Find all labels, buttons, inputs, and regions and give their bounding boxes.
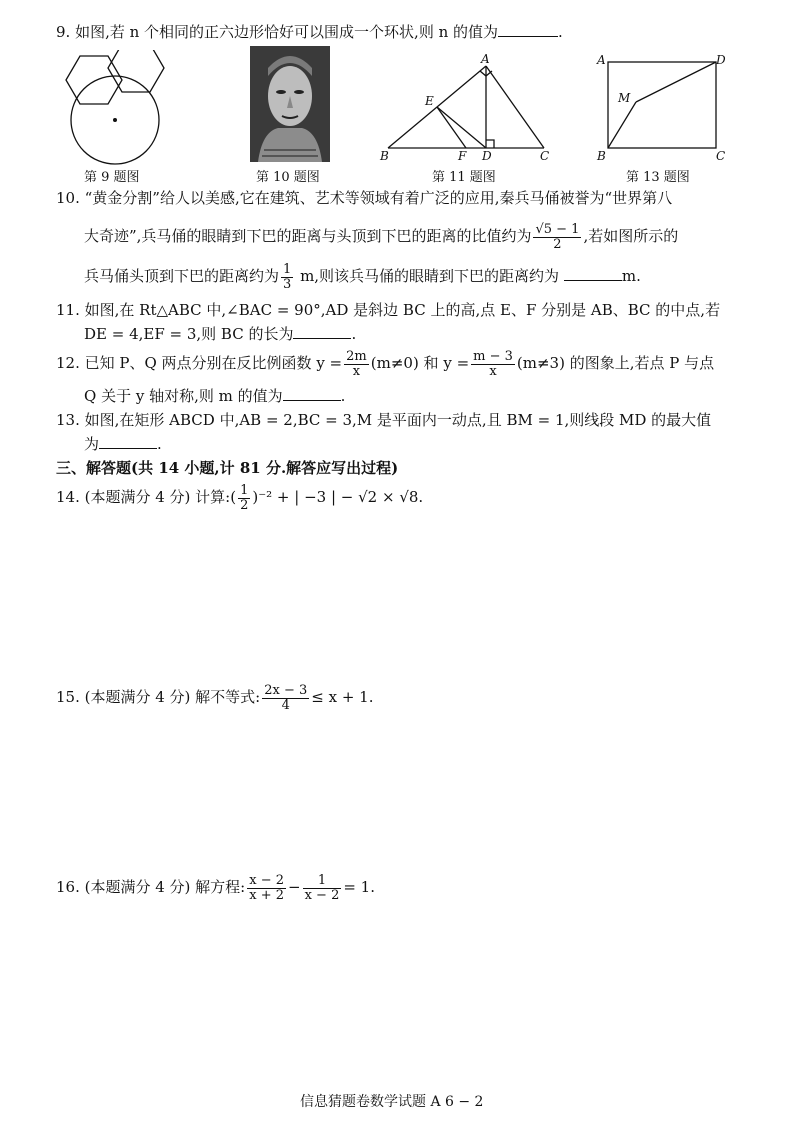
label-C: C bbox=[540, 149, 550, 163]
q16-minus: − bbox=[288, 878, 301, 896]
figure-13 bbox=[594, 52, 734, 164]
q11-answer-blank bbox=[293, 324, 351, 339]
q13-line-2 bbox=[84, 434, 162, 454]
q10-line-3 bbox=[84, 262, 641, 292]
q13-line-1: 13. 如图,在矩形 ABCD 中,AB = 2,BC = 3,M 是平面内一动点,且 BM = 1,则线段 MD 的最大值 bbox=[56, 411, 712, 429]
figure-9 bbox=[56, 50, 176, 165]
function-2-numerator: m − 3 bbox=[473, 348, 513, 364]
q16-fraction-1-denominator: x + 2 bbox=[249, 887, 284, 903]
q13-answer-blank bbox=[99, 434, 157, 449]
label-C: C bbox=[716, 149, 726, 163]
q16-fraction-2 bbox=[303, 874, 342, 903]
q10-line-2-tail: ,若如图所示的 bbox=[583, 227, 679, 245]
section-3-heading: 三、解答题(共 14 小题,计 81 分.解答应写出过程) bbox=[56, 459, 399, 477]
q12-text-c: (m≠3) 的图象上,若点 P 与点 bbox=[516, 354, 715, 372]
head-length-denominator: 3 bbox=[283, 276, 292, 292]
q10-answer-blank bbox=[564, 266, 622, 281]
q10-line-1: 10. “黄金分割”给人以美感,它在建筑、艺术等领域有着广泛的应用,秦兵马俑被誉为“世界第八 bbox=[56, 189, 673, 207]
figure-10-warrior-photo bbox=[250, 46, 330, 162]
label-E: E bbox=[425, 94, 434, 108]
q16-fraction-1 bbox=[247, 874, 286, 903]
label-B: B bbox=[597, 149, 606, 163]
q16-text-a: 16. (本题满分 4 分) 解方程: bbox=[56, 878, 246, 896]
hexagon-left bbox=[66, 56, 122, 104]
function-1-fraction bbox=[344, 350, 369, 379]
q11-end: . bbox=[351, 325, 357, 343]
q15-denominator: 4 bbox=[281, 697, 290, 713]
caption-figure-9: 第 9 题图 bbox=[84, 170, 140, 185]
label-A: A bbox=[597, 53, 606, 67]
question-14 bbox=[56, 482, 423, 513]
q14-numerator: 1 bbox=[240, 482, 249, 498]
right-angle-mark-D bbox=[486, 140, 494, 148]
page-footer: 信息猜题卷数学试题 A 6 − 2 bbox=[300, 1094, 484, 1110]
rectangle-ABCD bbox=[608, 62, 716, 148]
q13-line-2-text: 为 bbox=[84, 435, 100, 453]
q12-end: . bbox=[340, 387, 346, 405]
golden-ratio-numerator: √5 − 1 bbox=[535, 221, 580, 237]
segment-MD bbox=[636, 62, 716, 102]
figure-11 bbox=[378, 52, 558, 164]
q10-line-3-text: 兵马俑头顶到下巴的距离约为 bbox=[84, 267, 280, 285]
q14-denominator: 2 bbox=[240, 497, 249, 513]
q16-fraction-1-numerator: x − 2 bbox=[249, 872, 284, 888]
q14-text-a: 14. (本题满分 4 分) 计算:( bbox=[56, 488, 237, 506]
q10-line-3-mid: m,则该兵马俑的眼睛到下巴的距离约为 bbox=[295, 267, 560, 285]
q12-line-1 bbox=[56, 348, 714, 379]
q11-line-2-text: DE = 4,EF = 3,则 BC 的长为 bbox=[84, 325, 294, 343]
golden-ratio-denominator: 2 bbox=[553, 236, 562, 252]
q16-text-c: = 1. bbox=[343, 878, 375, 896]
q15-text-a: 15. (本题满分 4 分) 解不等式: bbox=[56, 688, 261, 706]
segment-AC bbox=[486, 66, 544, 148]
question-15 bbox=[56, 682, 373, 713]
q14-text-b: )⁻² + | −3 | − √2 × √8. bbox=[252, 488, 424, 506]
segment-BM bbox=[608, 102, 636, 148]
caption-figure-13: 第 13 题图 bbox=[626, 170, 690, 185]
q16-fraction-2-denominator: x − 2 bbox=[304, 887, 340, 903]
golden-ratio-fraction bbox=[533, 223, 581, 252]
q9-end: . bbox=[558, 23, 563, 41]
function-1-denominator: x bbox=[352, 363, 361, 379]
function-2-fraction bbox=[471, 350, 515, 379]
circle-center bbox=[113, 118, 117, 122]
function-2-denominator: x bbox=[489, 363, 497, 379]
q9-text: 9. 如图,若 n 个相同的正六边形恰好可以围成一个环状,则 n 的值为 bbox=[56, 23, 499, 41]
q14-fraction bbox=[238, 484, 250, 513]
q12-answer-blank bbox=[283, 386, 341, 401]
q10-line-2 bbox=[84, 222, 678, 252]
head-length-numerator: 1 bbox=[283, 261, 292, 277]
q15-fraction bbox=[262, 684, 309, 713]
q12-text-b: (m≠0) 和 y = bbox=[370, 354, 470, 372]
q10-line-2-text: 大奇迹”,兵马俑的眼睛到下巴的距离与头顶到下巴的距离的比值约为 bbox=[84, 227, 532, 245]
question-9 bbox=[56, 22, 563, 42]
label-F: F bbox=[458, 149, 467, 163]
q15-text-b: ≤ x + 1. bbox=[311, 688, 374, 706]
caption-figure-11: 第 11 题图 bbox=[432, 170, 496, 185]
q12-text-a: 12. 已知 P、Q 两点分别在反比例函数 y = bbox=[56, 354, 343, 372]
q12-line-2-text: Q 关于 y 轴对称,则 m 的值为 bbox=[84, 387, 283, 405]
q9-answer-blank bbox=[498, 22, 558, 37]
question-16 bbox=[56, 872, 375, 903]
head-length-fraction bbox=[281, 263, 293, 292]
q10-unit: m. bbox=[621, 267, 641, 285]
q16-fraction-2-numerator: 1 bbox=[303, 874, 342, 889]
caption-figure-10: 第 10 题图 bbox=[256, 170, 320, 185]
q13-end: . bbox=[157, 435, 162, 453]
label-D: D bbox=[716, 53, 726, 67]
label-B: B bbox=[380, 149, 389, 163]
function-1-numerator: 2m bbox=[346, 348, 367, 364]
label-M: M bbox=[618, 91, 631, 105]
label-D: D bbox=[482, 149, 492, 163]
label-A: A bbox=[481, 52, 490, 66]
q11-line-2 bbox=[84, 324, 356, 344]
q15-numerator: 2x − 3 bbox=[264, 682, 308, 698]
q12-line-2 bbox=[84, 386, 345, 406]
q11-line-1: 11. 如图,在 Rt△ABC 中,∠BAC = 90°,AD 是斜边 BC 上的高,点 E、F 分别是 AB、BC 的中点,若 bbox=[56, 301, 721, 319]
